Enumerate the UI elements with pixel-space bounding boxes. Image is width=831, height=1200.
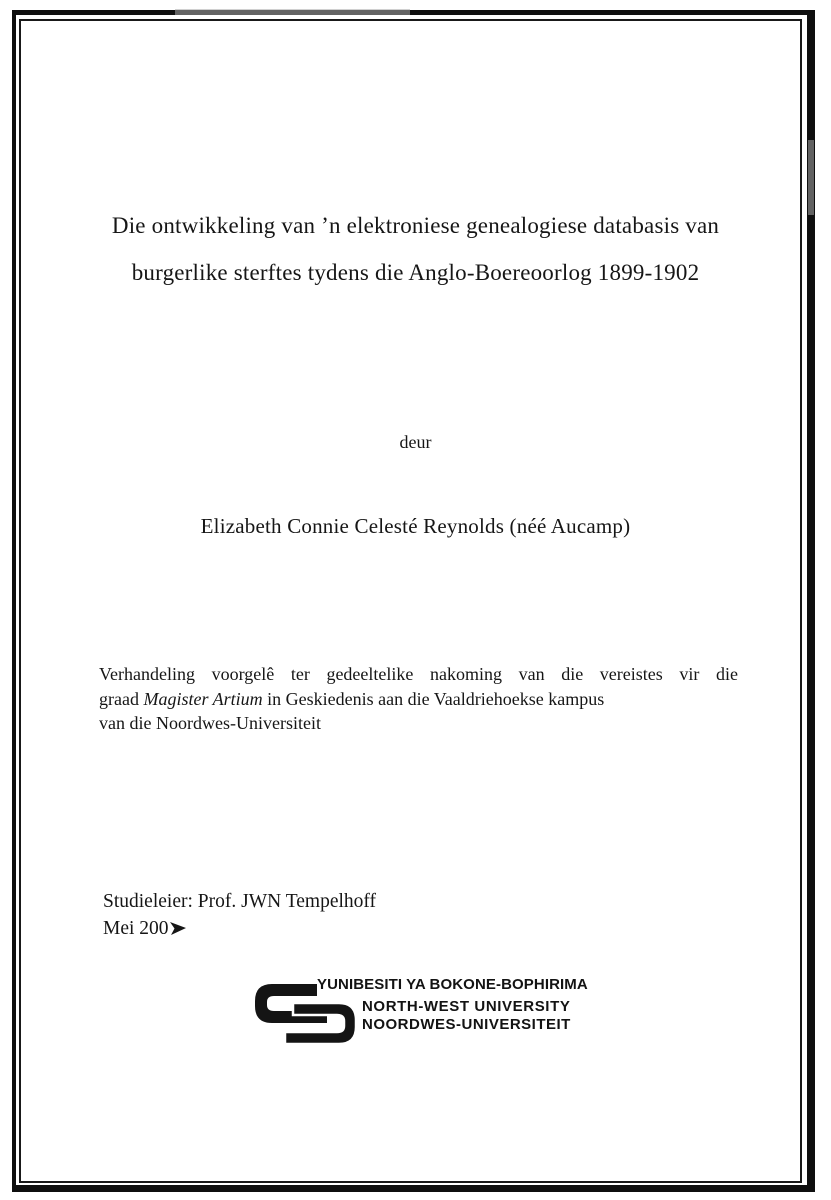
supervisor-line: Studieleier: Prof. JWN Tempelhoff: [103, 891, 377, 912]
date-line: [103, 916, 376, 943]
title-line-2: burgerlike sterftes tydens die Anglo-Boereoorlog 1899-1902: [131, 260, 700, 285]
author-name: Elizabeth Connie Celesté Reynolds (néé Aucamp): [200, 514, 631, 538]
handwritten-seven-icon: [170, 918, 187, 936]
supervisor-block: [103, 889, 376, 942]
byline-deur: deur: [399, 432, 432, 452]
degree-name: Magister Artium: [143, 688, 263, 709]
logo-text-afrikaans: NOORDWES-UNIVERSITEIT: [362, 1016, 571, 1033]
logo-text-setswana: YUNIBESITI YA BOKONE-BOPHIRIMA: [317, 976, 588, 993]
title-line-1: Die ontwikkeling van ’n elektroniese genealogiese databasis van: [111, 213, 720, 238]
scan-artifact: [175, 9, 410, 15]
nwu-logo: [255, 974, 595, 1054]
submission-statement: [99, 662, 738, 736]
thesis-title: [60, 202, 771, 296]
scan-artifact: [808, 140, 814, 215]
submission-line-1: Verhandeling voorgelê ter gedeeltelike nakoming van die vereistes vir die: [99, 664, 738, 684]
date-prefix: Mei 200: [103, 917, 169, 939]
submission-line-2-suffix: in Geskiedenis aan die Vaaldriehoekse kampus: [262, 688, 605, 709]
submission-line-2: [99, 687, 738, 712]
submission-line-3: van die Noordwes-Universiteit: [99, 713, 321, 733]
logo-text-english: NORTH-WEST UNIVERSITY: [362, 998, 571, 1015]
submission-line-2-prefix: graad: [99, 688, 144, 709]
